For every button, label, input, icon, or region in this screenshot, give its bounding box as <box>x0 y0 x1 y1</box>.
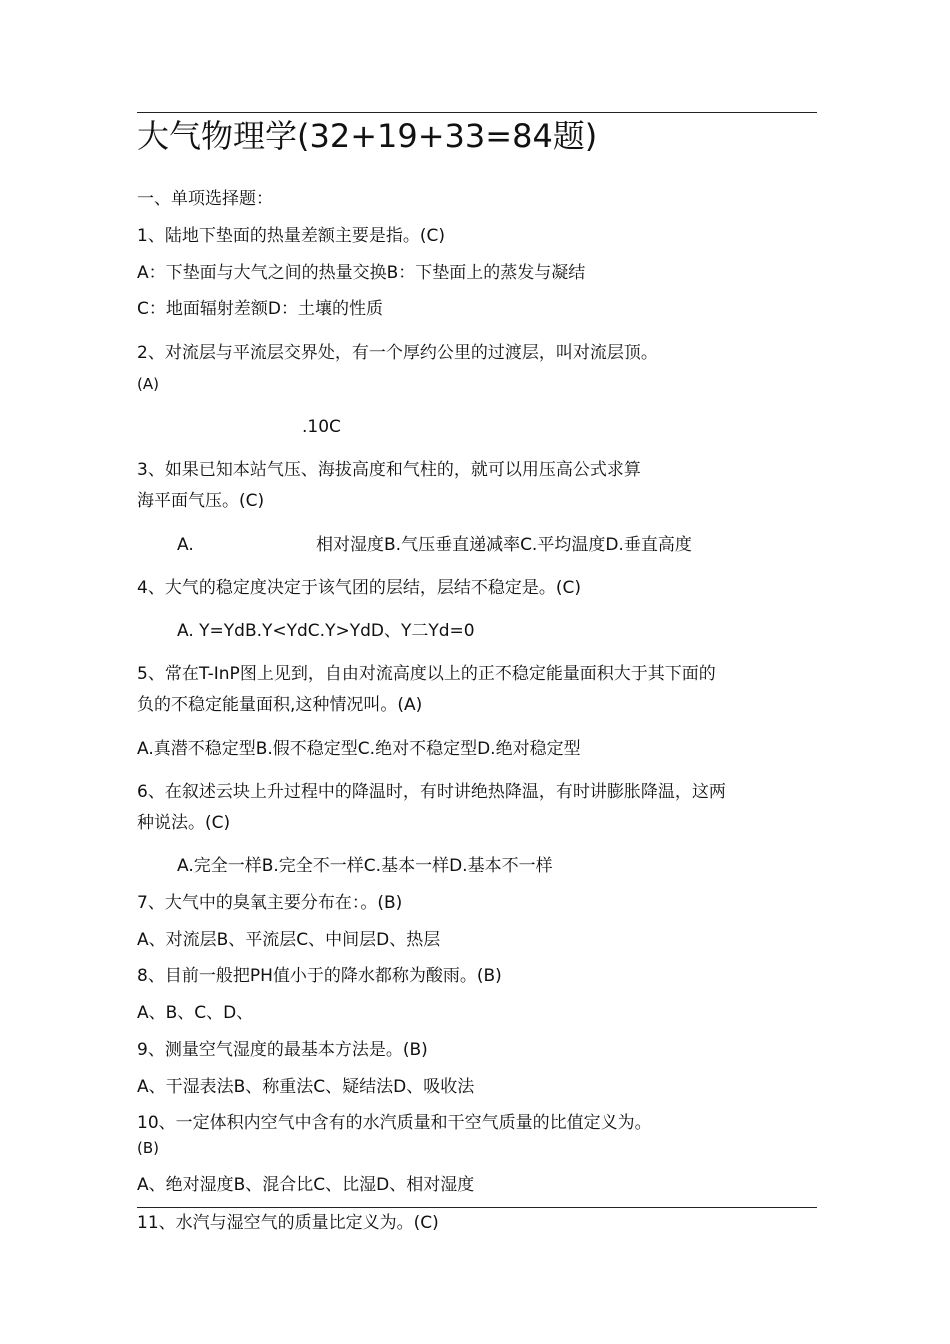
question-1-options-a-b: A：下垫面与大气之间的热量交换B：下垫面上的蒸发与凝结 <box>137 263 586 283</box>
section-heading: 一、单项选择题： <box>137 189 273 209</box>
question-10: 10、一定体积内空气中含有的水汽质量和干空气质量的比值定义为。 <box>137 1113 652 1133</box>
question-2-options: .10C <box>302 417 341 437</box>
question-2-answer: (A) <box>137 375 159 393</box>
question-10-options: A、绝对湿度B、混合比C、比湿D、相对湿度 <box>137 1175 475 1195</box>
question-9: 9、测量空气湿度的最基本方法是。(B) <box>137 1040 428 1060</box>
question-6: 6、在叙述云块上升过程中的降温时，有时讲绝热降温，有时讲膨胀降温，这两 <box>137 782 726 802</box>
question-5-options: A.真潜不稳定型B.假不稳定型C.绝对不稳定型D.绝对稳定型 <box>137 739 581 759</box>
question-10-answer: (B) <box>137 1139 159 1157</box>
question-11: 11、水汽与湿空气的质量比定义为。(C) <box>137 1213 439 1233</box>
question-5-continued: 负的不稳定能量面积,这种情况叫。(A) <box>137 695 423 715</box>
question-5: 5、常在T-InP图上见到，自由对流高度以上的正不稳定能量面积大于其下面的 <box>137 664 716 684</box>
question-8-options: A、B、C、D、 <box>137 1003 254 1023</box>
question-6-continued: 种说法。(C) <box>137 813 231 833</box>
question-3-continued: 海平面气压。(C) <box>137 491 265 511</box>
question-4-options: A. Y=YdB.Y<YdC.Y>YdD、Y二Yd=0 <box>177 621 475 641</box>
question-8: 8、目前一般把PH值小于的降水都称为酸雨。(B) <box>137 966 502 986</box>
question-4: 4、大气的稳定度决定于该气团的层结，层结不稳定是。(C) <box>137 578 581 598</box>
header-rule <box>137 112 817 113</box>
question-7-options: A、对流层B、平流层C、中间层D、热层 <box>137 930 441 950</box>
page-title: 大气物理学(32+19+33=84题) <box>137 117 598 155</box>
question-2: 2、对流层与平流层交界处，有一个厚约公里的过渡层，叫对流层顶。 <box>137 343 658 363</box>
question-9-options: A、干湿表法B、称重法C、疑结法D、吸收法 <box>137 1077 475 1097</box>
question-3: 3、如果已知本站气压、海拔高度和气柱的，就可以用压高公式求算 <box>137 460 641 480</box>
question-6-options: A.完全一样B.完全不一样C.基本一样D.基本不一样 <box>177 856 553 876</box>
footer-rule <box>137 1207 817 1208</box>
question-7: 7、大气中的臭氧主要分布在：。(B) <box>137 893 403 913</box>
question-1-options-c-d: C：地面辐射差额D：土壤的性质 <box>137 299 383 319</box>
question-3-option-prefix: A. <box>177 535 194 555</box>
question-3-options: 相对湿度B.气压垂直递减率C.平均温度D.垂直高度 <box>316 535 692 555</box>
question-1: 1、陆地下垫面的热量差额主要是指。(C) <box>137 226 445 246</box>
